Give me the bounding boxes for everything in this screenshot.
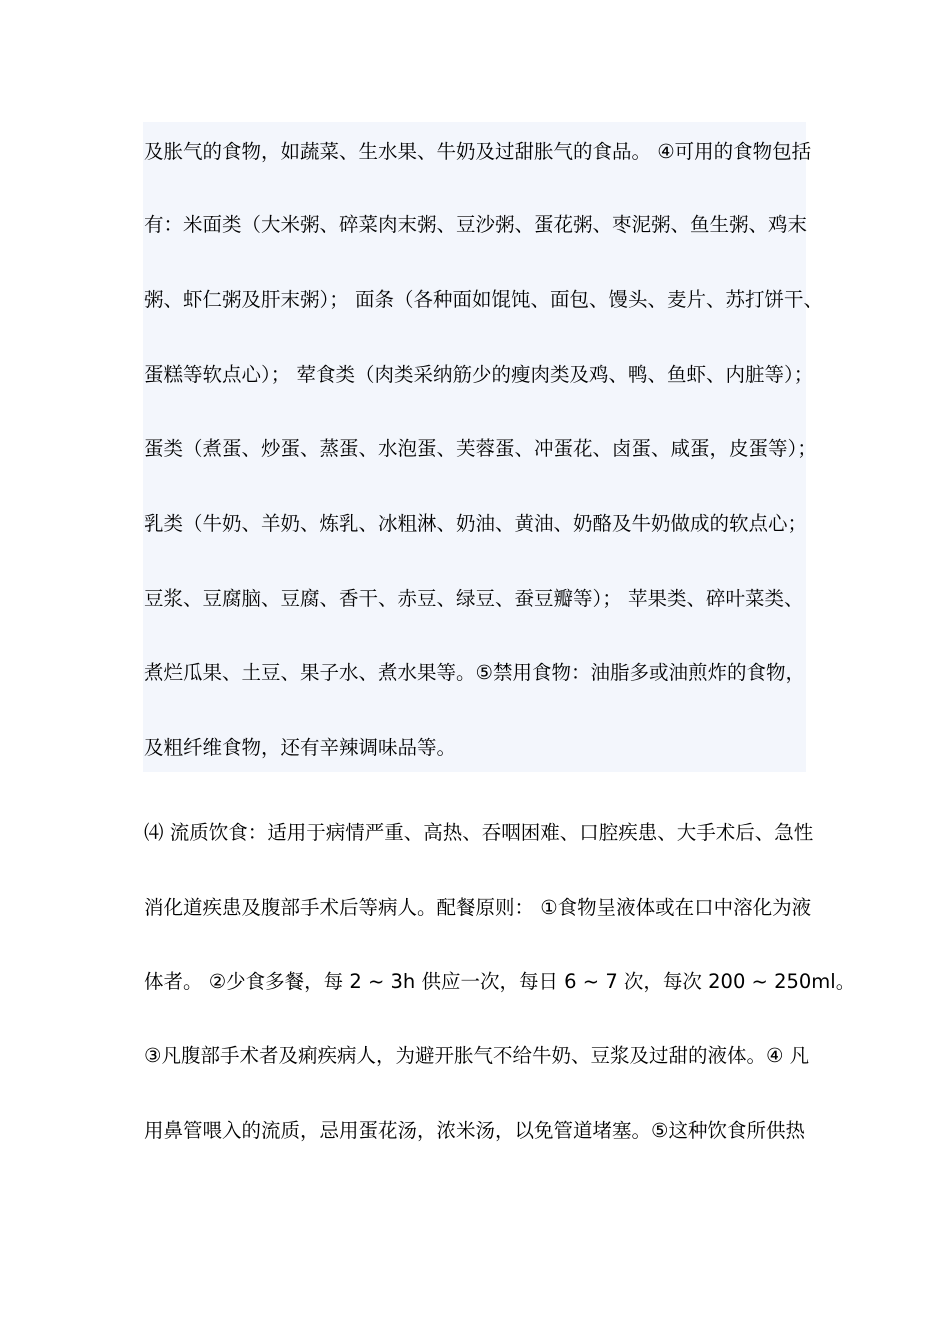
plain-line-4: ③凡腹部手术者及痢疾病人，为避开胀气不给牛奶、豆浆及过甜的液体。④ 凡 bbox=[144, 1044, 810, 1067]
highlighted-line-7: 豆浆、豆腐脑、豆腐、香干、赤豆、绿豆、蚕豆瓣等）； 苹果类、碎叶菜类、 bbox=[144, 587, 804, 610]
highlighted-line-6: 乳类（牛奶、羊奶、炼乳、冰粗淋、奶油、黄油、奶酪及牛奶做成的软点心； bbox=[144, 512, 808, 535]
plain-line-3: 体者。 ②少食多餐，每 2 ~ 3h 供应一次，每日 6 ~ 7 次，每次 200 ~ 250ml。 bbox=[144, 970, 856, 993]
highlighted-line-9: 及粗纤维食物，还有辛辣调味品等。 bbox=[144, 736, 457, 759]
plain-line-1: ⑷ 流质饮食：适用于病情严重、高热、吞咽困难、口腔疾患、大手术后、急性 bbox=[144, 821, 814, 844]
highlighted-line-3: 粥、虾仁粥及肝末粥）； 面条（各种面如馄饨、面包、馒头、麦片、苏打饼干、 bbox=[144, 288, 823, 311]
highlighted-line-4: 蛋糕等软点心）； 荤食类（肉类采纳筋少的瘦肉类及鸡、鸭、鱼虾、内脏等）； bbox=[144, 363, 814, 386]
highlighted-line-1: 及胀气的食物，如蔬菜、生水果、牛奶及过甜胀气的食品。 ④可用的食物包括 bbox=[144, 140, 812, 163]
highlighted-line-5: 蛋类（煮蛋、炒蛋、蒸蛋、水泡蛋、芙蓉蛋、冲蛋花、卤蛋、咸蛋，皮蛋等）； bbox=[144, 437, 817, 460]
plain-line-5: 用鼻管喂入的流质，忌用蛋花汤，浓米汤，以免管道堵塞。⑤这种饮食所供热 bbox=[144, 1119, 805, 1142]
highlighted-line-8: 煮烂瓜果、土豆、果子水、煮水果等。⑤禁用食物：油脂多或油煎炸的食物， bbox=[144, 661, 805, 684]
highlighted-line-2: 有：米面类（大米粥、碎菜肉末粥、豆沙粥、蛋花粥、枣泥粥、鱼生粥、鸡末 bbox=[144, 213, 808, 236]
plain-line-2: 消化道疾患及腹部手术后等病人。配餐原则： ①食物呈液体或在口中溶化为液 bbox=[144, 896, 812, 919]
